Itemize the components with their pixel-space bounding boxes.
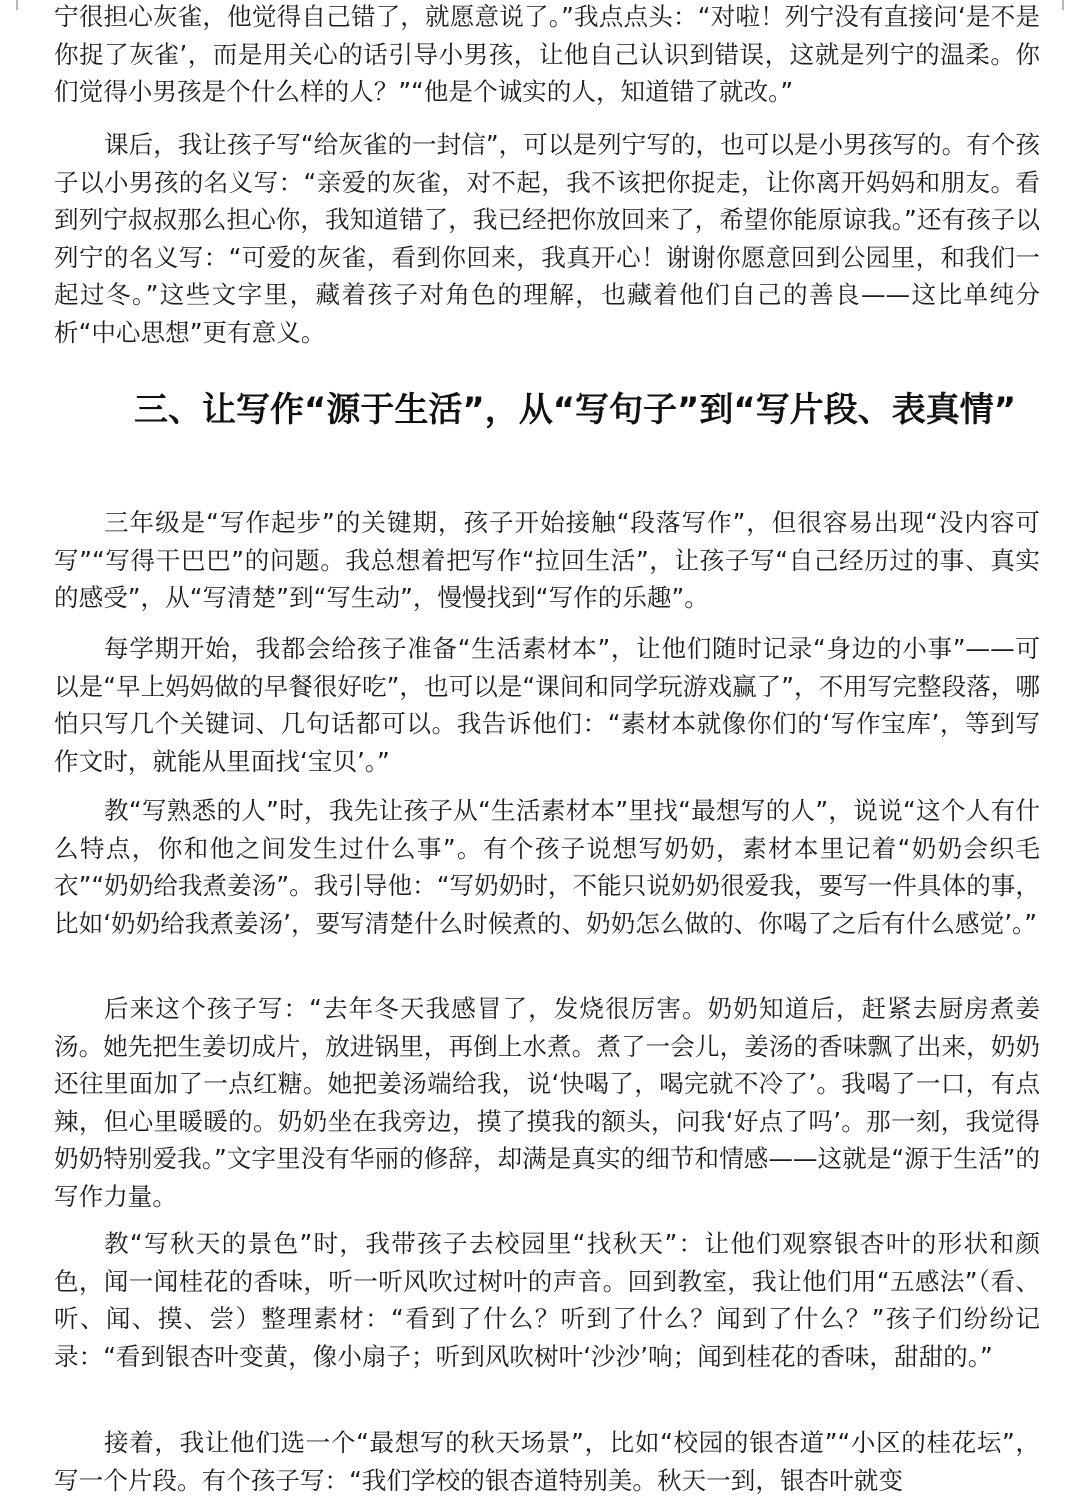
page-edge-right	[1062, 0, 1064, 10]
paragraph-letter-to-sparrow: 课后，我让孩子写“给灰雀的一封信”，可以是列宁写的，也可以是小男孩写的。有个孩子以小男孩的名义写：“亲爱的灰雀，对不起，我不该把你捉走，让你离开妈妈和朋友。看到列宁叔叔那么担心你，我知道错了，我已经把你放回来了，希望你能原谅我。”还有孩子以列宁的名义写：“可爱的灰雀，看到你回来，我真开心！谢谢你愿意回到公园里，和我们一起过冬。”这些文字里，藏着孩子对角色的理解，也藏着他们自己的善良——这比单纯分析“中心思想”更有意义。	[54, 130, 1040, 347]
paragraph-material-notebook: 每学期开始，我都会给孩子准备“生活素材本”，让他们随时记录“身边的小事”——可以是“早上妈妈做的早餐很好吃”，也可以是“课间和同学玩游戏赢了”，不用写完整段落，哪怕只写几个关键词、几句话都可以。我告诉他们：“素材本就像你们的‘写作宝库’，等到写作文时，就能从里面找‘宝贝’。”	[54, 634, 1040, 776]
paragraph-familiar-person: 教“写熟悉的人”时，我先让孩子从“生活素材本”里找“最想写的人”，说说“这个人有什么特点，你和他之间发生过什么事”。有个孩子说想写奶奶，素材本里记着“奶奶会织毛衣”“奶奶给我煮姜汤”。我引导他：“写奶奶时，不能只说奶奶很爱我，要写一件具体的事，比如‘奶奶给我煮姜汤’，要写清楚什么时候煮的、奶奶怎么做的、你喝了之后有什么感觉’。”	[54, 796, 1040, 938]
section-heading: 三、让写作“源于生活”，从“写句子”到“写片段、表真情”	[134, 390, 1017, 430]
paragraph-ginger-soup-story: 后来这个孩子写：“去年冬天我感冒了，发烧很厉害。奶奶知道后，赶紧去厨房煮姜汤。她先把生姜切成片，放进锅里，再倒上水煮。煮了一会儿，姜汤的香味飘了出来，奶奶还往里面加了一点红糖。她把姜汤端给我，说‘快喝了，喝完就不冷了’。我喝了一口，有点辣，但心里暖暖的。奶奶坐在我旁边，摸了摸我的额头，问我‘好点了吗’。那一刻，我觉得奶奶特别爱我。”文字里没有华丽的修辞，却满是真实的细节和情感——这就是“源于生活”的写作力量。	[54, 994, 1040, 1211]
paragraph-lenin-gentleness: 宁很担心灰雀，他觉得自己错了，就愿意说了。”我点点头：“对啦！列宁没有直接问‘是不是你捉了灰雀’，而是用关心的话引导小男孩，让他自己认识到错误，这就是列宁的温柔。你们觉得小男孩是个什么样的人？”“他是个诚实的人，知道错了就改。”	[54, 2, 1040, 106]
paragraph-writing-start: 三年级是“写作起步”的关键期，孩子开始接触“段落写作”，但很容易出现“没内容可写”“写得干巴巴”的问题。我总想着把写作“拉回生活”，让孩子写“自己经历过的事、真实的感受”，从“写清楚”到“写生动”，慢慢找到“写作的乐趣”。	[54, 508, 1040, 612]
page-edge-left	[16, 0, 18, 10]
paragraph-autumn-scenery: 教“写秋天的景色”时，我带孩子去校园里“找秋天”：让他们观察银杏叶的形状和颜色，闻一闻桂花的香味，听一听风吹过树叶的声音。回到教室，我让他们用“五感法”（看、听、闻、摸、尝）整理素材：“看到了什么？听到了什么？闻到了什么？”孩子们纷纷记录：“看到银杏叶变黄，像小扇子；听到风吹树叶‘沙沙’响；闻到桂花的香味，甜甜的。”	[54, 1229, 1040, 1371]
paragraph-autumn-scene-writing: 接着，我让他们选一个“最想写的秋天场景”，比如“校园的银杏道”“小区的桂花坛”，写一个片段。有个孩子写：“我们学校的银杏道特别美。秋天一到，银杏叶就变	[54, 1428, 1040, 1495]
